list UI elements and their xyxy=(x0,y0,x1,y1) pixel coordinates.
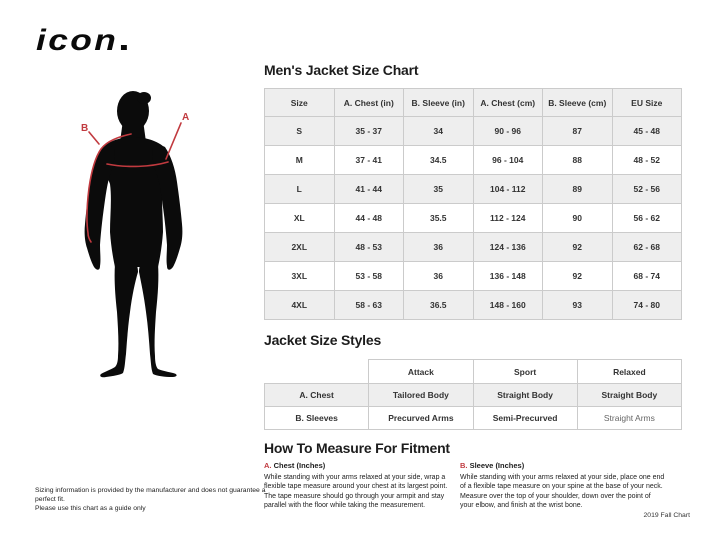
table-cell: 89 xyxy=(543,175,613,204)
column-header: Attack xyxy=(369,360,473,384)
table-cell: 148 - 160 xyxy=(473,291,543,320)
column-header: Size xyxy=(265,89,335,117)
chart-edition-label: 2019 Fall Chart xyxy=(643,512,690,519)
measure-sleeve-heading xyxy=(460,461,666,471)
table-cell: L xyxy=(265,175,335,204)
header-row xyxy=(265,89,682,117)
table-cell: 48 - 52 xyxy=(612,146,682,175)
column-header: A. Chest (in) xyxy=(334,89,404,117)
table-cell: Semi-Precurved xyxy=(473,407,577,430)
measurement-figure xyxy=(55,84,245,384)
column-header: B. Sleeve (cm) xyxy=(543,89,613,117)
measure-sleeve-letter: B. xyxy=(460,461,468,470)
table-cell: A. Chest xyxy=(265,384,369,407)
table-cell: 68 - 74 xyxy=(612,262,682,291)
label-b-leader-line xyxy=(89,132,99,144)
measure-sleeve-block xyxy=(460,461,666,511)
table-cell: M xyxy=(265,146,335,175)
size-chart-table xyxy=(264,88,682,320)
table-cell: 90 - 96 xyxy=(473,117,543,146)
table-cell: Straight Arms xyxy=(577,407,681,430)
size-chart-title: Men's Jacket Size Chart xyxy=(264,62,419,78)
measure-section-title: How To Measure For Fitment xyxy=(264,440,450,456)
table-cell: 92 xyxy=(543,233,613,262)
size-chart-body xyxy=(265,117,682,320)
table-row xyxy=(265,175,682,204)
table-cell: S xyxy=(265,117,335,146)
table-cell: Precurved Arms xyxy=(369,407,473,430)
table-row xyxy=(265,146,682,175)
table-cell: 44 - 48 xyxy=(334,204,404,233)
measure-chest-heading xyxy=(264,461,456,471)
column-header xyxy=(265,360,369,384)
table-cell: 58 - 63 xyxy=(334,291,404,320)
measure-chest-block xyxy=(264,461,456,511)
table-cell: 41 - 44 xyxy=(334,175,404,204)
column-header: Sport xyxy=(473,360,577,384)
table-cell: 93 xyxy=(543,291,613,320)
icon-logo xyxy=(36,24,126,58)
table-cell: 62 - 68 xyxy=(612,233,682,262)
header-row xyxy=(265,360,682,384)
measure-chest-heading-text: Chest (Inches) xyxy=(271,461,326,470)
table-cell: 96 - 104 xyxy=(473,146,543,175)
table-row xyxy=(265,407,682,430)
table-cell: 34 xyxy=(404,117,474,146)
sizing-disclaimer xyxy=(35,486,275,513)
table-cell: Straight Body xyxy=(577,384,681,407)
table-cell: 124 - 136 xyxy=(473,233,543,262)
table-cell: XL xyxy=(265,204,335,233)
table-cell: 35.5 xyxy=(404,204,474,233)
measure-sleeve-heading-text: Sleeve (Inches) xyxy=(467,461,525,470)
sleeve-label-b: B xyxy=(81,123,89,134)
measure-chest-instructions: While standing with your arms relaxed at your side, wrap a flexible tape measure around your chest at its largest point. The tape measure should go through your armpit and stay parallel with the floor while taking the measurement. xyxy=(264,473,448,509)
table-cell: 48 - 53 xyxy=(334,233,404,262)
table-row xyxy=(265,204,682,233)
table-cell: Straight Body xyxy=(473,384,577,407)
table-cell: 104 - 112 xyxy=(473,175,543,204)
table-cell: 90 xyxy=(543,204,613,233)
body-silhouette xyxy=(85,91,183,377)
table-cell: Tailored Body xyxy=(369,384,473,407)
table-cell: 88 xyxy=(543,146,613,175)
table-row xyxy=(265,384,682,407)
icon-logo-text: icon xyxy=(36,24,119,57)
table-cell: 35 - 37 xyxy=(334,117,404,146)
sizing-disclaimer-line-1: Sizing information is provided by the manufacturer and does not guarantee a perfect fit. xyxy=(35,487,266,503)
table-row xyxy=(265,291,682,320)
column-header: Relaxed xyxy=(577,360,681,384)
logo-registered-mark xyxy=(121,45,127,50)
table-cell: 35 xyxy=(404,175,474,204)
measure-chest-letter: A. xyxy=(264,461,272,470)
table-cell: B. Sleeves xyxy=(265,407,369,430)
table-cell: 53 - 58 xyxy=(334,262,404,291)
table-cell: 136 - 148 xyxy=(473,262,543,291)
table-cell: 112 - 124 xyxy=(473,204,543,233)
table-cell: 36 xyxy=(404,262,474,291)
table-cell: 34.5 xyxy=(404,146,474,175)
measure-sleeve-instructions: While standing with your arms relaxed at your side, place one end of a flexible tape measure on your spine at the base of your neck. Measure over the top of your shoulder, down over the point of your elbow, and finish at the wrist bone. xyxy=(460,473,665,509)
table-cell: 56 - 62 xyxy=(612,204,682,233)
style-chart-title: Jacket Size Styles xyxy=(264,332,382,348)
table-cell: 3XL xyxy=(265,262,335,291)
label-a-leader-line xyxy=(166,123,181,159)
chest-label-a: A xyxy=(182,112,190,123)
style-chart-table xyxy=(264,359,682,430)
table-cell: 4XL xyxy=(265,291,335,320)
column-header: B. Sleeve (in) xyxy=(404,89,474,117)
table-cell: 74 - 80 xyxy=(612,291,682,320)
style-chart-header xyxy=(265,360,682,384)
sizing-disclaimer-line-2: Please use this chart as a guide only xyxy=(35,505,146,512)
table-cell: 52 - 56 xyxy=(612,175,682,204)
table-row xyxy=(265,117,682,146)
style-chart-body xyxy=(265,384,682,430)
table-cell: 2XL xyxy=(265,233,335,262)
table-cell: 36 xyxy=(404,233,474,262)
table-row xyxy=(265,233,682,262)
column-header: EU Size xyxy=(612,89,682,117)
table-cell: 45 - 48 xyxy=(612,117,682,146)
table-cell: 87 xyxy=(543,117,613,146)
table-cell: 36.5 xyxy=(404,291,474,320)
table-cell: 92 xyxy=(543,262,613,291)
table-cell: 37 - 41 xyxy=(334,146,404,175)
size-chart-header xyxy=(265,89,682,117)
table-row xyxy=(265,262,682,291)
column-header: A. Chest (cm) xyxy=(473,89,543,117)
